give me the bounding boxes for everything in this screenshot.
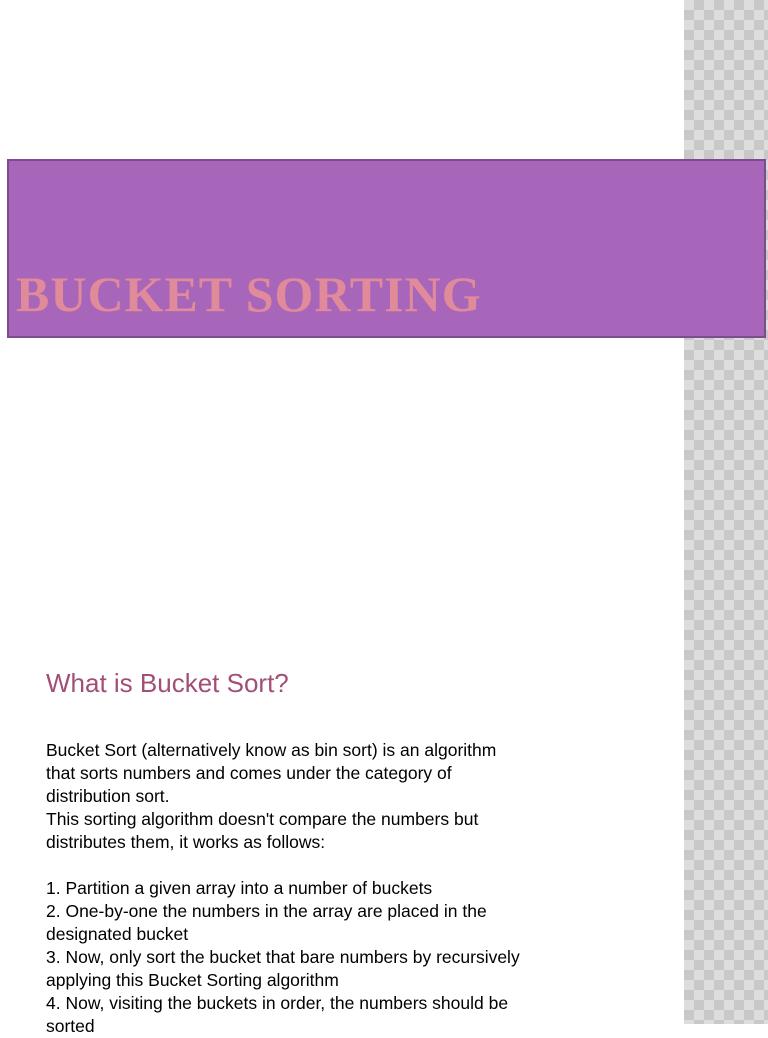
intro-line: This sorting algorithm doesn't compare the numbers but xyxy=(46,809,479,829)
step-line: sorted xyxy=(46,1016,95,1036)
step-line: 1. Partition a given array into a number of buckets xyxy=(46,878,433,898)
slide-title: BUCKET SORTING xyxy=(16,266,482,322)
step-line: 3. Now, only sort the bucket that bare numbers by recursively xyxy=(46,947,520,967)
step-line: 4. Now, visiting the buckets in order, the numbers should be xyxy=(46,993,509,1013)
body-text xyxy=(46,739,586,1038)
section-heading: What is Bucket Sort? xyxy=(46,668,289,698)
intro-line: that sorts numbers and comes under the category of xyxy=(46,763,452,783)
title-band xyxy=(7,159,766,338)
step-line: designated bucket xyxy=(46,924,189,944)
intro-line: distribution sort. xyxy=(46,786,170,806)
step-line: 2. One-by-one the numbers in the array are placed in the xyxy=(46,901,487,921)
intro-line: Bucket Sort (alternatively know as bin sort) is an algorithm xyxy=(46,740,497,760)
decorative-pattern-strip xyxy=(684,0,768,1024)
step-line: applying this Bucket Sorting algorithm xyxy=(46,970,339,990)
paragraph-gap xyxy=(46,854,586,877)
intro-line: distributes them, it works as follows: xyxy=(46,832,326,852)
